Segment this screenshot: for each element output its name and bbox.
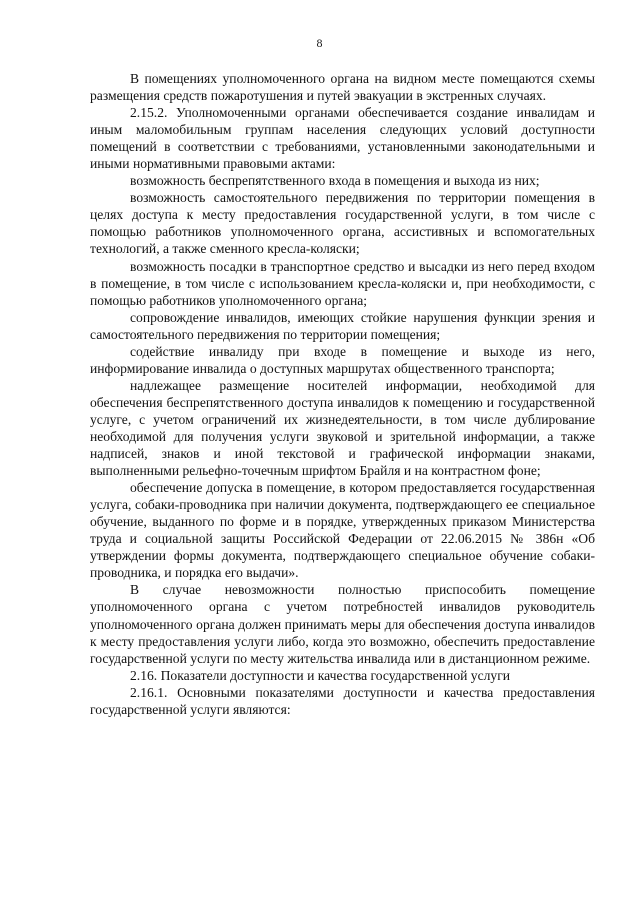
document-body	[90, 70, 595, 718]
paragraph-impossibility-case: В случае невозможности полностью приспособить помещение уполномоченного органа с учетом потребностей инвалидов руководитель уполномоченного органа должен принимать меры для обеспечения доступа инвалидов к месту предоставления услуги либо, когда это возможно, обеспечить предоставление государственной услуги по месту жительства инвалида или в дистанционном режиме.	[90, 582, 595, 666]
paragraph-2-16-1: 2.16.1. Основными показателями доступности и качества предоставления государственной услуги являются:	[90, 684, 595, 717]
list-item-assistance: содействие инвалиду при входе в помещение и выходе из него, информирование инвалида о доступных маршрутах общественного транспорта;	[90, 343, 595, 376]
paragraph-evacuation-schemes: В помещениях уполномоченного органа на видном месте помещаются схемы размещения средств пожаротушения и путей эвакуации в экстренных случаях.	[90, 71, 595, 104]
list-item-information-placement: надлежащее размещение носителей информации, необходимой для обеспечения беспрепятственного доступа инвалидов к помещению и государственной услуге, с учетом ограничений их жизнедеятельности, в том числе дублирование необходимой для получения услуги звуковой и зрительной информации, а также надписей, знаков и иной текстовой и графической информации знаками, выполненными рельефно-точечным шрифтом Брайля и на контрастном фоне;	[90, 377, 595, 479]
list-item-guide-dog: обеспечение допуска в помещение, в котором предоставляется государственная услуга, собаки-проводника при наличии документа, подтверждающего ее специальное обучение, выданного по форме и в порядке, утвержденных приказом Министерства труда и социальной защиты Российской Федерации от 22.06.2015 № 386н «Об утверждении формы документа, подтверждающего специальное обучение собаки-проводника, и порядка его выдачи».	[90, 480, 595, 581]
list-item-vehicle-boarding: возможность посадки в транспортное средство и высадки из него перед входом в помещение, в том числе с использованием кресла-коляски и, при необходимости, с помощью работников уполномоченного органа;	[90, 258, 595, 308]
list-item-entry-exit: возможность беспрепятственного входа в помещения и выхода из них;	[130, 173, 540, 189]
section-heading-2-16: 2.16. Показатели доступности и качества государственной услуги	[130, 667, 511, 683]
list-item-independent-movement: возможность самостоятельного передвижения по территории помещения в целях доступа к месту предоставления государственной услуги, в том числе с помощью работников уполномоченного органа, ассистивных и вспомогательных технологий, а также сменного кресла-коляски;	[90, 190, 595, 257]
page-number: 8	[316, 36, 323, 50]
list-item-escort: сопровождение инвалидов, имеющих стойкие нарушения функции зрения и самостоятельного передвижения по территории помещения;	[90, 309, 595, 342]
paragraph-2-15-2: 2.15.2. Уполномоченными органами обеспечивается создание инвалидам и иным маломобильным группам населения следующих условий доступности помещений в соответствии с требованиями, установленными законодательными и иными нормативными правовыми актами:	[90, 105, 595, 172]
